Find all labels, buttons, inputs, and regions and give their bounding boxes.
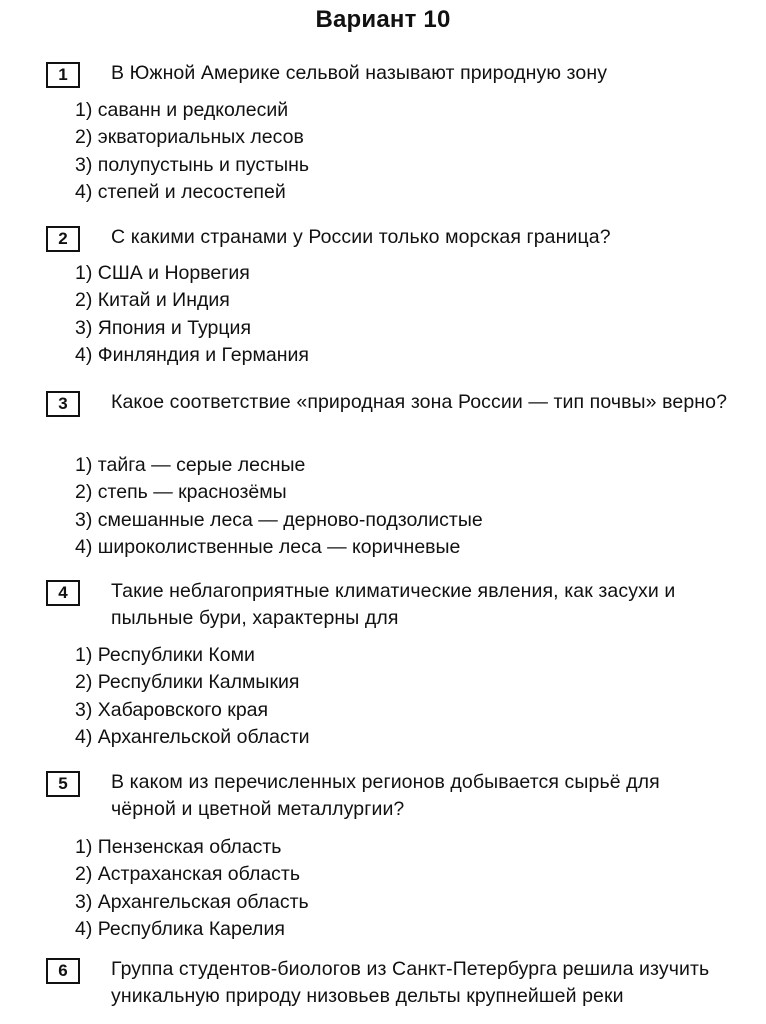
- answer-option: 2) экваториальных лесов: [75, 126, 304, 149]
- answer-option: 1) тайга — серые лесные: [75, 454, 306, 476]
- question-text: В каком из перечисленных регионов добывается сырьё для чёрной и цветной металлургии?: [111, 771, 660, 820]
- answer-option: 3) Хабаровского края: [75, 698, 269, 721]
- question-text: Какое соответствие «природная зона России — тип почвы» верно?: [111, 391, 728, 413]
- answer-option: 4) Архангельской области: [75, 725, 310, 748]
- answer-option: 4) Финляндия и Германия: [75, 343, 309, 366]
- answer-option: 1) саванн и редколесий: [75, 99, 289, 121]
- answer-options: [75, 834, 309, 943]
- answer-options: [75, 260, 309, 369]
- question-number-box: 6: [46, 958, 80, 984]
- answer-option: 2) степь — краснозёмы: [75, 481, 287, 504]
- answer-option: 2) Республики Калмыкия: [75, 671, 300, 694]
- answer-option: 3) смешанные леса — дерново-подзолистые: [75, 508, 483, 531]
- answer-options: [75, 642, 310, 751]
- question-number-box: 4: [46, 580, 80, 606]
- page-title: Вариант 10: [315, 6, 451, 33]
- question-text: С какими странами у России только морская граница?: [111, 226, 611, 248]
- question-number-box: 1: [46, 62, 80, 88]
- answer-option: 1) Пензенская область: [75, 836, 282, 858]
- answer-option: 1) США и Норвегия: [75, 262, 250, 284]
- answer-option: 2) Китай и Индия: [75, 289, 230, 312]
- answer-options: [75, 452, 483, 561]
- answer-option: 4) степей и лесостепей: [75, 180, 286, 203]
- question-number-box: 2: [46, 226, 80, 252]
- question-number-box: 3: [46, 391, 80, 417]
- question-number-box: 5: [46, 771, 80, 797]
- question-text: В Южной Америке сельвой называют природную зону: [111, 62, 608, 84]
- answer-option: 3) Архангельская область: [75, 890, 309, 913]
- answer-option: 1) Республики Коми: [75, 644, 255, 666]
- question-text: Группа студентов-биологов из Санкт-Петербурга решила изучить уникальную природу низовьев дельты крупнейшей реки: [111, 958, 710, 1007]
- answer-option: 2) Астраханская область: [75, 863, 301, 886]
- question-text: Такие неблагоприятные климатические явления, как засухи и пыльные бури, характерны для: [111, 580, 676, 629]
- answer-option: 4) Республика Карелия: [75, 917, 285, 940]
- answer-option: 3) полупустынь и пустынь: [75, 153, 310, 176]
- answer-option: 4) широколиственные леса — коричневые: [75, 535, 461, 558]
- answer-options: [75, 97, 309, 206]
- answer-option: 3) Япония и Турция: [75, 316, 252, 339]
